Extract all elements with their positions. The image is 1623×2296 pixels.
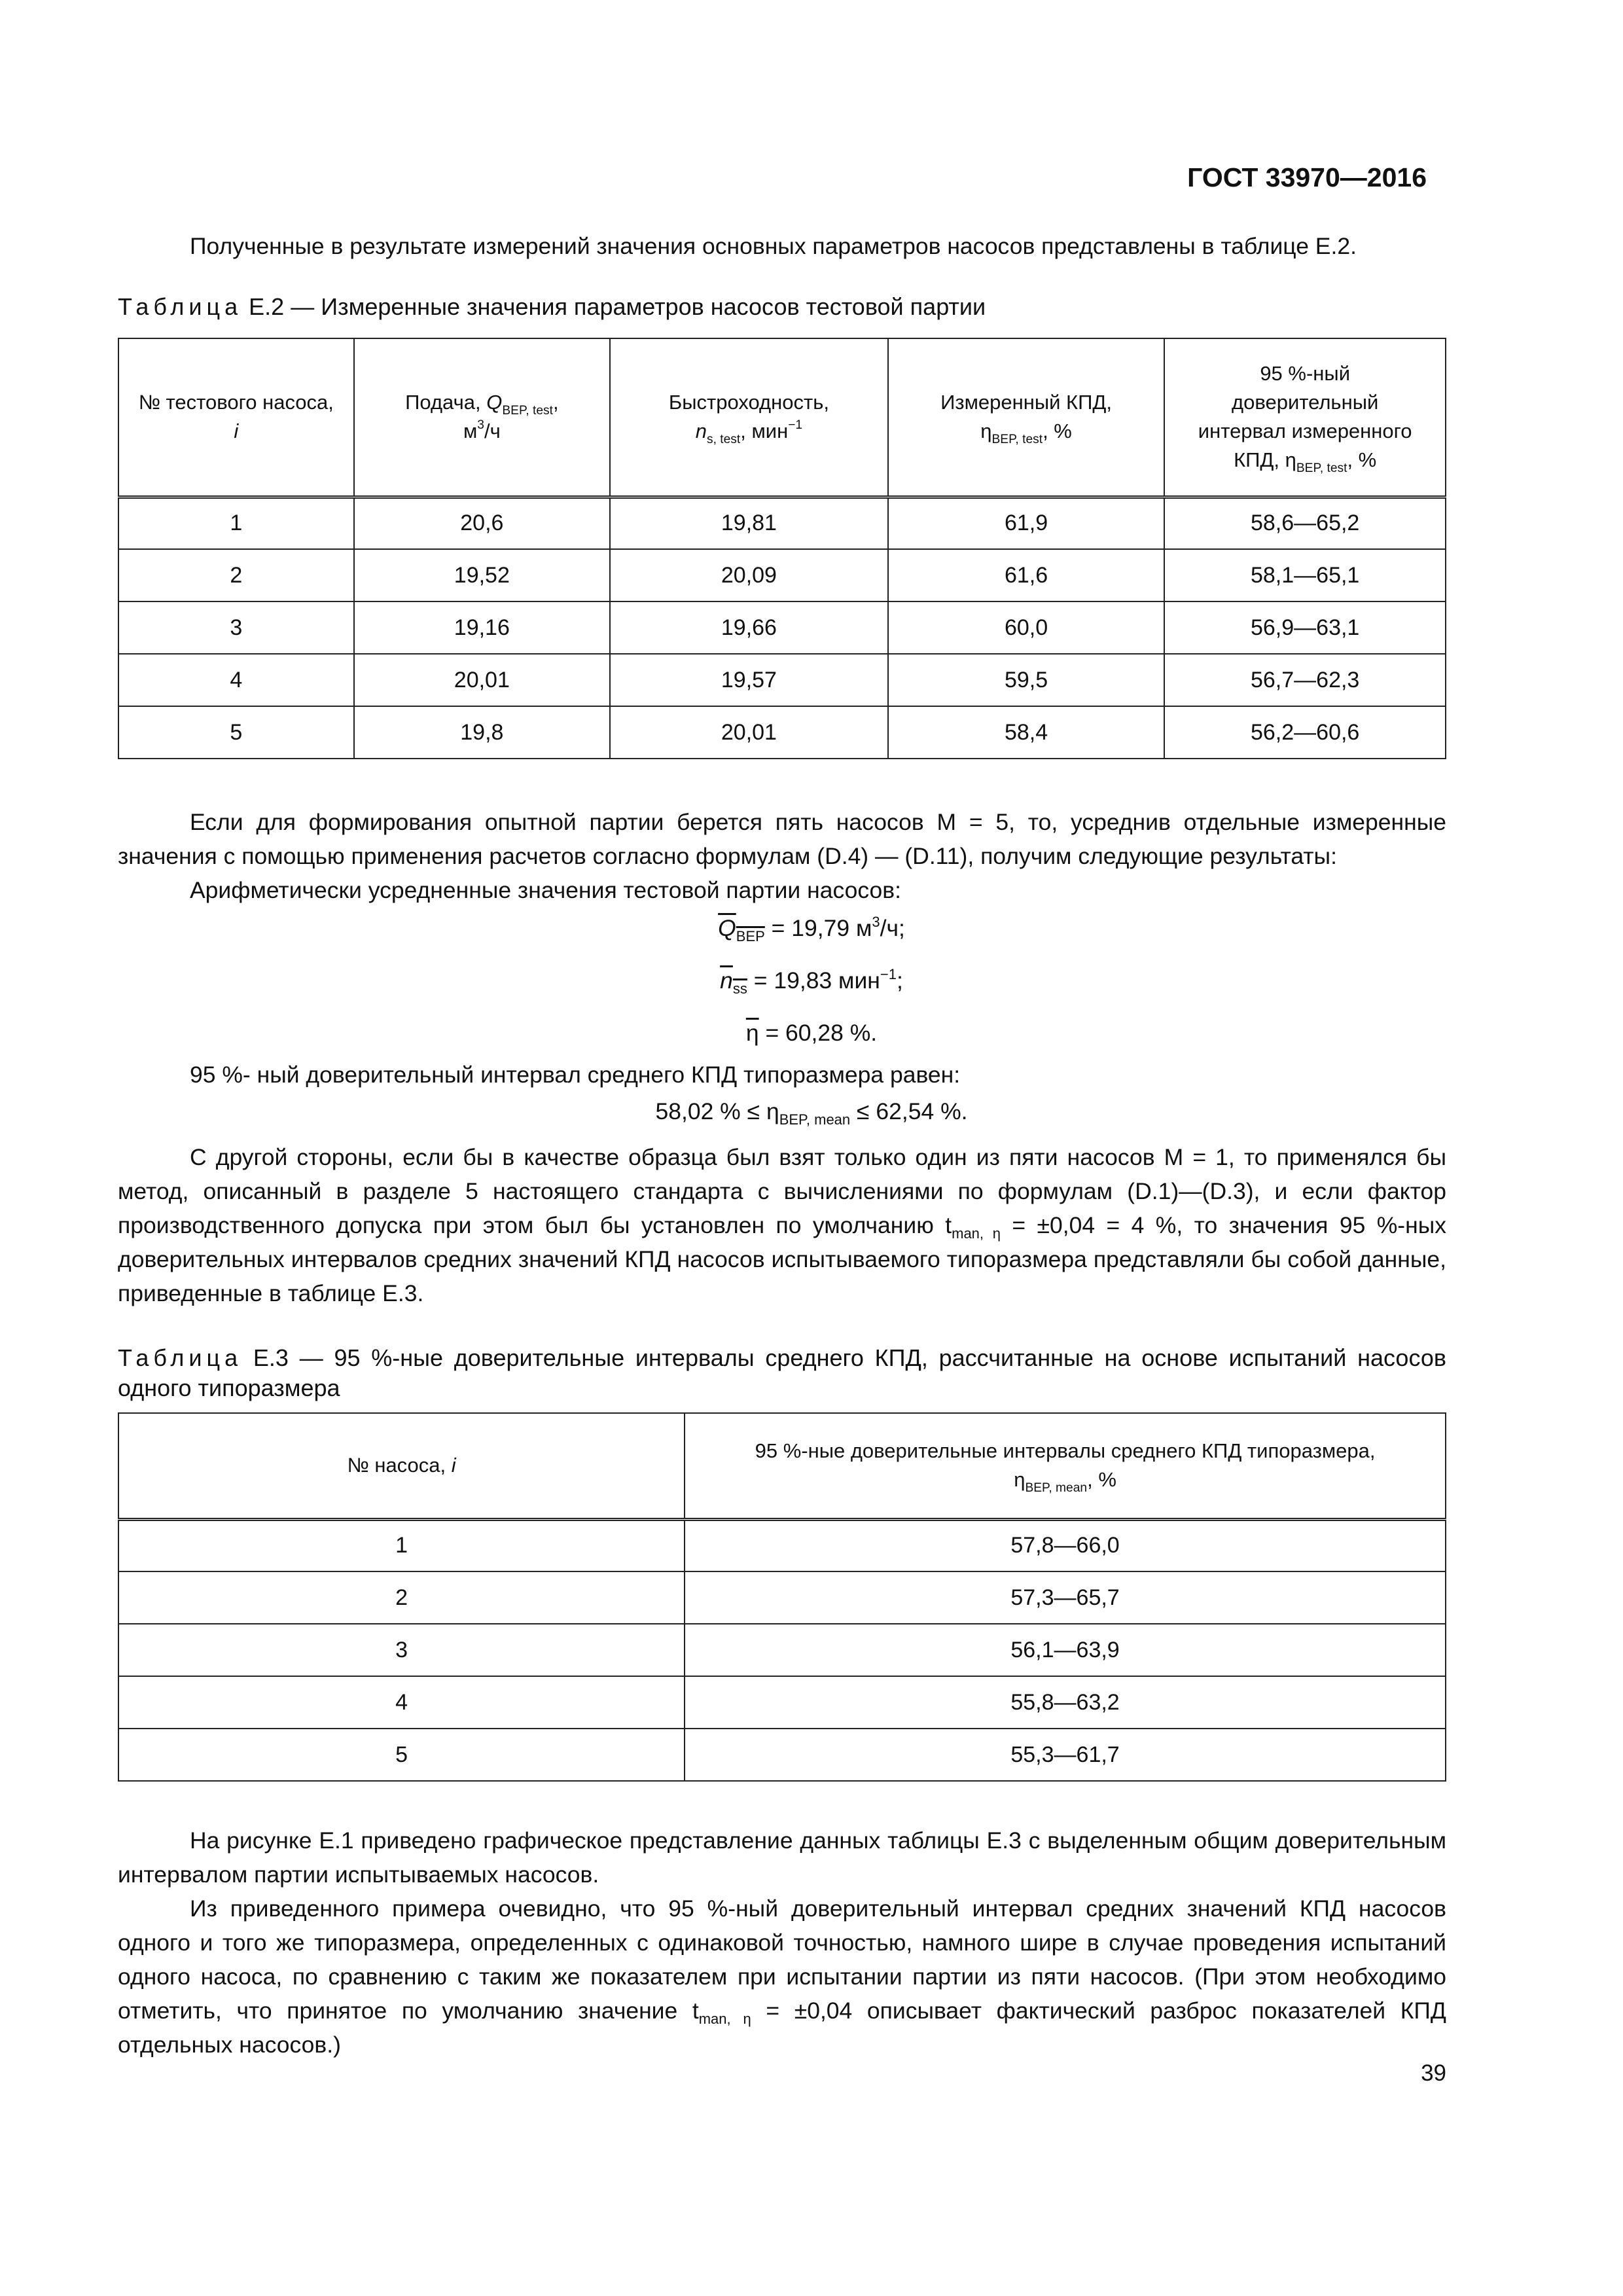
caption-text: Е.2 — Измеренные значения параметров насосов тестовой партии [242, 293, 986, 320]
table-row: 5 55,3—61,7 [118, 1729, 1446, 1781]
table-row: 3 56,1—63,9 [118, 1624, 1446, 1676]
equation-efficiency-mean: $\overline{\eta} = 60,28$ %. [745, 1020, 878, 1046]
paragraph-batch-five: Если для формирования опытной партии берется пять насосов M = 5, то, усреднив отдельные измеренные значения с помощью применения расчетов согласно формулам (D.4) — (D.11), получим следующие результаты: [118, 809, 1446, 869]
equation-flow-mean: $Q_{BEP} = 19,79$ $м^3/ч$; [718, 914, 905, 944]
table-row: 4 55,8—63,2 [118, 1676, 1446, 1729]
table-e3-caption [118, 1343, 1446, 1403]
table-row: 5 19,8 20,01 58,4 56,2—60,6 [118, 706, 1446, 759]
header-pump-number: № тестового насоса, i [118, 338, 354, 497]
page-number: 39 [1421, 2060, 1446, 2086]
table-e2-caption [118, 293, 1446, 321]
header-measured-efficiency: Измеренный КПД, $\eta_{BEP, test}$, % [888, 338, 1165, 497]
paragraph-conclusion: Из приведенного примера очевидно, что 95 %-ный доверительный интервал средних значений КПД насосов одного и того же типоразмера, определенных с одинаковой точностью, намного шире в случае проведения испытаний одного насоса, по сравнению с таким же показателем при испытании партии из пяти насосов. (При этом необходимо отметить, что принятое по умолчанию значение $t_{man, \eta} = \pm 0,04$ описывает фактический разброс показателей КПД отдельных насосов.) [118, 1895, 1446, 2058]
table-row: 2 19,52 20,09 61,6 58,1—65,1 [118, 549, 1446, 601]
header-flow-rate: Подача, $Q_{BEP, test}$, $м^3/ч$ [354, 338, 611, 497]
header-pump-number: № насоса, i [118, 1413, 685, 1519]
table-e3 [118, 1412, 1446, 1782]
paragraph-figure-reference: На рисунке Е.1 приведено графическое представление данных таблицы Е.3 с выделенным общим доверительным интервалом партии испытываемых насосов. [118, 1827, 1446, 1888]
table-row: 4 20,01 19,57 59,5 56,7—62,3 [118, 654, 1446, 706]
table-row: 2 57,3—65,7 [118, 1571, 1446, 1624]
paragraph-single-pump: С другой стороны, если бы в качестве образца был взят только один из пяти насосов M = 1, то применялся бы метод, описанный в разделе 5 настоящего стандарта с вычислениями по формулам (D.1)—(D.3), и если фактор производственного допуска при этом был бы установлен по умолчанию $t_{man, \eta} = \pm 0,04 = 4$ %, то значения 95 %-ных доверительных интервалов средних значений КПД насосов испытываемого типоразмера представляли бы собой данные, приведенные в таблице Е.3. [118, 1144, 1446, 1306]
header-specific-speed: Быстроходность, $n_{s, test}$, мин$^{-1}$ [610, 338, 888, 497]
paragraph-confidence: 95 %- ный доверительный интервал среднего КПД типоразмера равен: [190, 1062, 961, 1088]
equation-confidence-interval: 58,02 % ≤ $\eta_{BEP, mean} \le 62,54$ %. [655, 1098, 968, 1128]
table-row: 1 57,8—66,0 [118, 1519, 1446, 1571]
header-mean-confidence-interval: 95 %-ные доверительные интервалы среднего КПД типоразмера, $\eta_{BEP, mean}$, % [685, 1413, 1446, 1519]
caption-prefix: Таблица [118, 293, 243, 320]
table-row: 3 19,16 19,66 60,0 56,9—63,1 [118, 601, 1446, 654]
equation-speed-mean: $n_{ss} = 19,83$ мин$^{-1}$; [720, 966, 903, 997]
paragraph-averages: Арифметически усредненные значения тестовой партии насосов: [190, 877, 901, 903]
caption-prefix: Таблица [118, 1344, 243, 1371]
table-e2 [118, 338, 1446, 759]
intro-paragraph: Полученные в результате измерений значения основных параметров насосов представлены в таблице Е.2. [190, 233, 1357, 259]
header-confidence-interval: 95 %-ный доверительный интервал измеренного КПД, $\eta_{BEP, test}$, % [1164, 338, 1446, 497]
table-row: 1 20,6 19,81 61,9 58,6—65,2 [118, 497, 1446, 549]
document-code: ГОСТ 33970—2016 [1187, 162, 1427, 192]
caption-text: Е.3 — 95 %-ные доверительные интервалы среднего КПД, рассчитанные на основе испытаний насосов одного типоразмера [118, 1344, 1446, 1401]
